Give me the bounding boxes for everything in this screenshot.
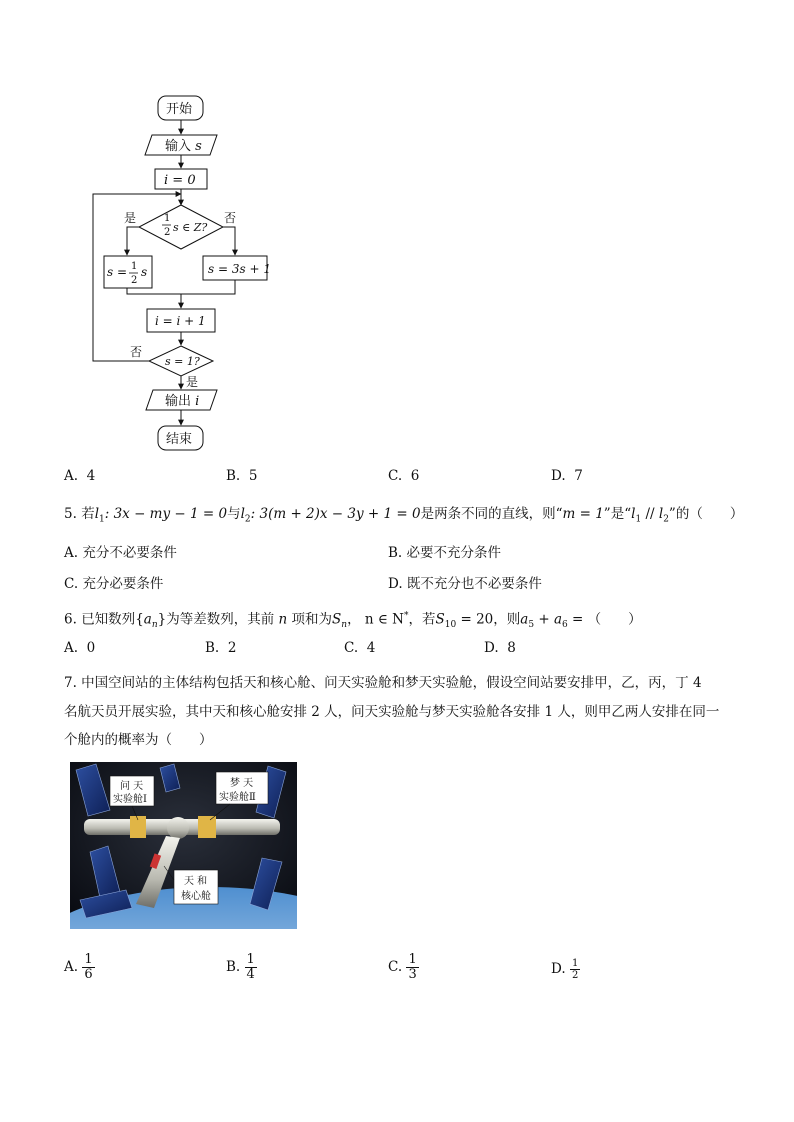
increment-label: i = i + 1 <box>155 314 206 328</box>
cond1-coef-den: 2 <box>164 227 171 238</box>
q6-option-c[interactable]: C. 4 <box>344 640 376 656</box>
tianhe-label-1: 天 和 <box>184 876 208 887</box>
left-box-var: s <box>141 265 148 279</box>
q5-option-d[interactable]: D. 既不充分也不必要条件 <box>388 576 542 592</box>
q7-line-2: 名航天员开展实验，其中天和核心舱安排 2 人，问天实验舱与梦天实验舱各安排 1 人，则甲乙两人安排在同一 <box>64 704 720 720</box>
left-box-den: 2 <box>131 275 138 286</box>
q7-line-3: 个舱内的概率为（ ） <box>64 732 213 748</box>
q7-option-c[interactable]: C. $\frac{1}{3}$ <box>388 952 417 982</box>
q7-option-a[interactable]: A. $\frac{1}{6}$ <box>64 952 93 982</box>
left-box-num: 1 <box>131 261 138 272</box>
cond2-no-label: 否 <box>130 345 143 359</box>
tianhe-label-2: 核心舱 <box>181 891 211 902</box>
q5-option-c[interactable]: C. 充分必要条件 <box>64 576 164 592</box>
init-label: i = 0 <box>164 173 196 188</box>
q4-option-b[interactable]: B. 5 <box>226 468 258 484</box>
cond1-no-label: 否 <box>224 211 237 225</box>
q6-option-d[interactable]: D. 8 <box>484 640 516 656</box>
q6-option-a[interactable]: A. 0 <box>64 640 96 656</box>
q5-stem: 5. 若$l_1$: 3x − my − 1 = 0与$l_2$: 3(m + 2)x − 3y + 1 = 0是两条不同的直线，则“m = 1”是“$l_1 // l_2$”的（ ） <box>64 506 744 525</box>
q5-option-b[interactable]: B. 必要不充分条件 <box>388 545 502 561</box>
q5-option-a[interactable]: A. 充分不必要条件 <box>64 545 177 561</box>
q7-line-1: 7. 中国空间站的主体结构包括天和核心舱、问天实验舱和梦天实验舱，假设空间站要安排甲，乙，丙，丁 4 <box>64 675 702 691</box>
q7-option-d[interactable]: D. $\frac{1}{2}$ <box>551 958 579 981</box>
q4-option-d[interactable]: D. 7 <box>551 468 583 484</box>
left-box-lhs: s = <box>107 265 128 279</box>
wentian-label-1: 问 天 <box>120 781 144 792</box>
cond1-label: s ∈ Z? <box>173 221 208 234</box>
cond1-yes-label: 是 <box>124 211 137 225</box>
end-label: 结束 <box>166 432 193 447</box>
cond1-coef-num: 1 <box>164 213 171 224</box>
input-label: 输入 s <box>165 139 202 154</box>
cond2-yes-label: 是 <box>186 375 199 389</box>
flowchart <box>0 0 794 460</box>
q4-option-a[interactable]: A. 4 <box>64 468 96 484</box>
mengtian-label-1: 梦 天 <box>230 778 254 789</box>
q4-option-c[interactable]: C. 6 <box>388 468 420 484</box>
right-box-label: s = 3s + 1 <box>208 262 271 276</box>
q6-stem: 6. 已知数列$\{a_n\}$为等差数列，其前 n 项和为$S_n$， n ∈ N*，若$S_{10} = 20$，则$a_5 + a_6$ = （ ） <box>64 611 642 631</box>
q7-option-b[interactable]: B. $\frac{1}{4}$ <box>226 952 255 982</box>
start-label: 开始 <box>166 102 193 117</box>
output-label: 输出 i <box>165 394 200 409</box>
cond2-label: s = 1? <box>165 355 200 368</box>
q6-option-b[interactable]: B. 2 <box>205 640 237 656</box>
wentian-label-2: 实验舱Ⅰ <box>113 794 147 805</box>
space-station-image <box>70 762 297 929</box>
mengtian-label-2: 实验舱Ⅱ <box>219 792 256 803</box>
